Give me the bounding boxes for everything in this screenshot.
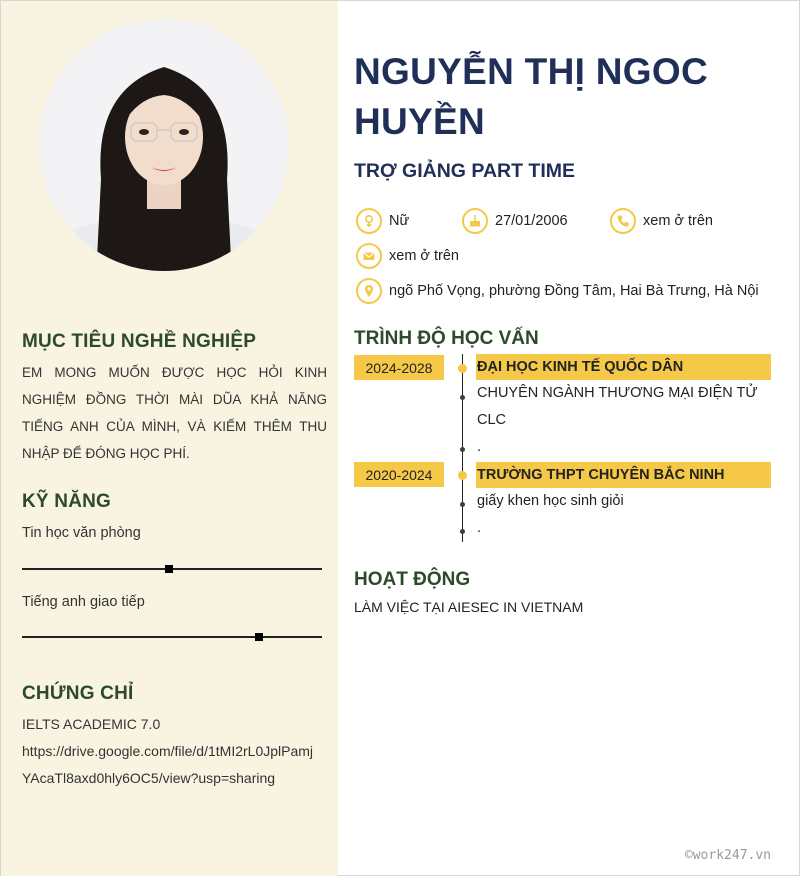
email-value: xem ở trên [389, 248, 459, 264]
email-info [356, 243, 459, 269]
activities-heading: HOẠT ĐỘNG [354, 569, 471, 590]
timeline-bullet [460, 395, 465, 400]
timeline-bullet [460, 447, 465, 452]
profile-photo [39, 19, 289, 271]
objective-heading: MỤC TIÊU NGHỀ NGHIỆP [22, 331, 257, 352]
education-years: 2024-2028 [354, 355, 444, 380]
skill-name: Tin học văn phòng [22, 525, 141, 541]
timeline-bullet [460, 502, 465, 507]
phone-value: xem ở trên [643, 213, 713, 229]
birthdate-value: 27/01/2006 [495, 213, 568, 229]
certificate-link[interactable]: YAcaTl8axd0hly6OC5/view?usp=sharing [22, 770, 276, 786]
skill-level-marker [165, 565, 173, 573]
activity-item: LÀM VIỆC TẠI AIESEC IN VIETNAM [354, 599, 584, 615]
gender-icon [356, 208, 382, 234]
education-detail: giấy khen học sinh giỏi [477, 493, 624, 509]
birthday-cake-icon [462, 208, 488, 234]
map-pin-icon [356, 278, 382, 304]
phone-icon [610, 208, 636, 234]
gender-value: Nữ [389, 213, 410, 229]
education-detail: . [477, 520, 482, 536]
timeline-dot [458, 364, 467, 373]
education-years: 2020-2024 [354, 462, 444, 487]
watermark: ©work247.vn [684, 848, 771, 863]
education-school: TRƯỜNG THPT CHUYÊN BẮC NINH [476, 462, 771, 488]
education-detail: . [477, 439, 482, 455]
candidate-name: NGUYỄN THỊ NGOC HUYỀN [354, 51, 708, 142]
certificate-link[interactable]: https://drive.google.com/file/d/1tMI2rL0JplPamj [22, 743, 314, 759]
birthdate-info [462, 208, 568, 234]
gender-info [356, 208, 409, 234]
address-value: ngõ Phố Vọng, phường Đồng Tâm, Hai Bà Trưng, Hà Nội [389, 283, 759, 299]
certificate-item: IELTS ACADEMIC 7.0 [22, 716, 161, 732]
address-info [356, 278, 759, 304]
skill-name: Tiếng anh giao tiếp [22, 594, 145, 610]
skill-level-marker [255, 633, 263, 641]
timeline-bullet [460, 529, 465, 534]
job-title: TRỢ GIẢNG PART TIME [354, 160, 576, 182]
certificates-heading: CHỨNG CHỈ [22, 683, 134, 704]
skill-level-bar [22, 636, 322, 638]
skills-heading: KỸ NĂNG [22, 491, 112, 512]
skill-level-bar [22, 568, 322, 570]
education-detail: CHUYÊN NGÀNH THƯƠNG MẠI ĐIỆN TỬ [477, 385, 758, 401]
email-icon [356, 243, 382, 269]
education-school: ĐẠI HỌC KINH TẾ QUỐC DÂN [476, 354, 771, 380]
objective-text: EM MONG MUỐN ĐƯỢC HỌC HỎI KINH NGHIỆM ĐỒNG THỜI MÀI DŨA KHẢ NĂNG TIẾNG ANH CỦA MÌNH, VÀ KIẾM THÊM THU NHẬP ĐỂ ĐÓNG HỌC PHÍ. [22, 365, 327, 461]
education-detail: CLC [477, 412, 507, 428]
timeline-dot [458, 471, 467, 480]
avatar [39, 19, 289, 271]
phone-info [610, 208, 713, 234]
education-heading: TRÌNH ĐỘ HỌC VẤN [354, 328, 539, 349]
sidebar [1, 1, 338, 876]
